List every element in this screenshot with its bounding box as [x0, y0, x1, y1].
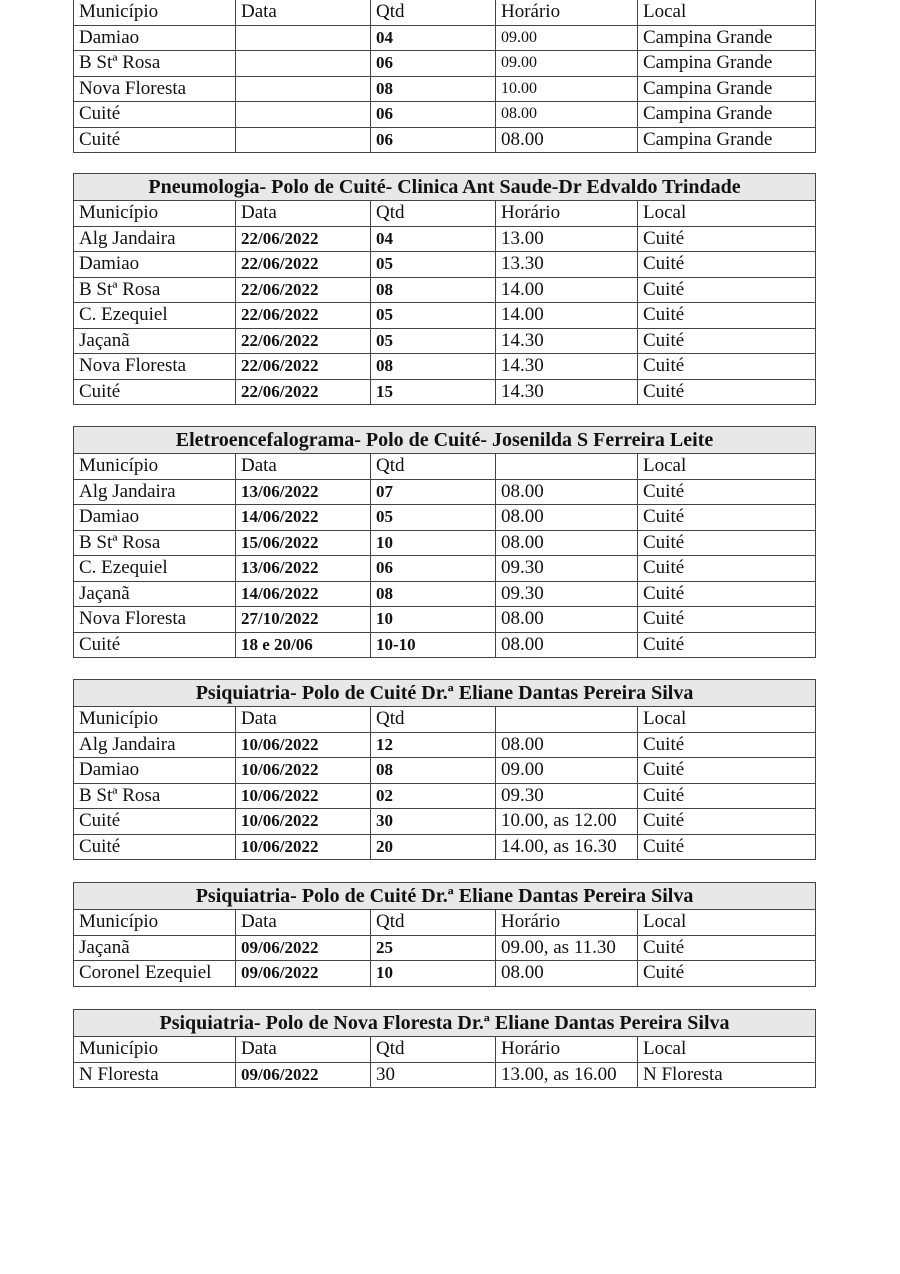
table-cell: 12 — [371, 732, 496, 758]
table-cell: 08.00 — [496, 530, 638, 556]
table-cell: Cuité — [638, 732, 816, 758]
table-cell: Jaçanã — [74, 328, 236, 354]
table-cell: Campina Grande — [638, 127, 816, 153]
column-header: Município — [74, 454, 236, 480]
table-cell: 27/10/2022 — [236, 607, 371, 633]
table-cell: 09.30 — [496, 783, 638, 809]
table-cell: Cuité — [638, 479, 816, 505]
column-header — [496, 454, 638, 480]
table-cell: 08.00 — [496, 479, 638, 505]
schedule-table — [73, 173, 816, 405]
column-header: Data — [236, 201, 371, 227]
header-row — [74, 910, 816, 936]
table-cell: 08.00 — [496, 102, 638, 128]
table-cell: 08.00 — [496, 127, 638, 153]
column-header: Município — [74, 0, 236, 25]
table-title: Psiquiatria- Polo de Cuité Dr.ª Eliane Dantas Pereira Silva — [74, 680, 816, 707]
column-header: Data — [236, 1037, 371, 1063]
table-row — [74, 479, 816, 505]
table-cell: Cuité — [638, 505, 816, 531]
table-cell: Jaçanã — [74, 581, 236, 607]
table-cell: Cuité — [638, 252, 816, 278]
table-cell: 07 — [371, 479, 496, 505]
header-row — [74, 454, 816, 480]
table-cell: 13.00, as 16.00 — [496, 1062, 638, 1088]
table-cell: B Stª Rosa — [74, 51, 236, 77]
column-header: Data — [236, 707, 371, 733]
table-cell — [236, 25, 371, 51]
table-cell: 30 — [371, 1062, 496, 1088]
table-cell: 10 — [371, 607, 496, 633]
table-cell: Cuité — [74, 127, 236, 153]
table-cell: Cuité — [74, 809, 236, 835]
table-cell: 09.00 — [496, 758, 638, 784]
table-cell: 08.00 — [496, 607, 638, 633]
table-cell: 13/06/2022 — [236, 556, 371, 582]
table-cell: 14/06/2022 — [236, 581, 371, 607]
table-cell: Alg Jandaira — [74, 732, 236, 758]
column-header: Qtd — [371, 454, 496, 480]
column-header: Horário — [496, 0, 638, 25]
table-cell: 05 — [371, 505, 496, 531]
table-cell: Coronel Ezequiel — [74, 961, 236, 987]
table-row — [74, 51, 816, 77]
schedule-table — [73, 1009, 816, 1088]
column-header: Data — [236, 910, 371, 936]
table-cell: 10/06/2022 — [236, 732, 371, 758]
column-header: Data — [236, 0, 371, 25]
table-cell: 10 — [371, 961, 496, 987]
table-cell: 09.30 — [496, 556, 638, 582]
table-cell: Nova Floresta — [74, 607, 236, 633]
table-cell: Campina Grande — [638, 102, 816, 128]
table-cell: C. Ezequiel — [74, 556, 236, 582]
table-row — [74, 127, 816, 153]
table-cell: 22/06/2022 — [236, 303, 371, 329]
table-cell: 08.00 — [496, 505, 638, 531]
header-row — [74, 201, 816, 227]
column-header: Local — [638, 0, 816, 25]
table-cell: Jaçanã — [74, 935, 236, 961]
table-title: Pneumologia- Polo de Cuité- Clinica Ant Saude-Dr Edvaldo Trindade — [74, 174, 816, 201]
schedule-table — [73, 882, 816, 987]
table-row — [74, 379, 816, 405]
table-row — [74, 961, 816, 987]
table-row — [74, 607, 816, 633]
column-header: Qtd — [371, 1037, 496, 1063]
table-row — [74, 935, 816, 961]
table-cell: 22/06/2022 — [236, 277, 371, 303]
table-row — [74, 530, 816, 556]
table-cell: 09.30 — [496, 581, 638, 607]
table-cell: 06 — [371, 102, 496, 128]
header-row — [74, 0, 816, 25]
column-header: Horário — [496, 910, 638, 936]
table-cell: B Stª Rosa — [74, 530, 236, 556]
table-cell: 10/06/2022 — [236, 809, 371, 835]
column-header: Local — [638, 910, 816, 936]
table-cell: 05 — [371, 303, 496, 329]
table-cell: Alg Jandaira — [74, 479, 236, 505]
table-cell: 06 — [371, 556, 496, 582]
table-cell — [236, 102, 371, 128]
table-row — [74, 354, 816, 380]
table-cell: 15/06/2022 — [236, 530, 371, 556]
table-row — [74, 758, 816, 784]
table-cell: 08 — [371, 277, 496, 303]
table-cell: 25 — [371, 935, 496, 961]
table-title: Psiquiatria- Polo de Nova Floresta Dr.ª Eliane Dantas Pereira Silva — [74, 1010, 816, 1037]
table-cell: Cuité — [638, 961, 816, 987]
table-row — [74, 632, 816, 658]
table-row — [74, 809, 816, 835]
column-header: Município — [74, 707, 236, 733]
table-cell: Cuité — [638, 379, 816, 405]
table-row — [74, 732, 816, 758]
table-row — [74, 102, 816, 128]
table-cell: 06 — [371, 51, 496, 77]
column-header: Data — [236, 454, 371, 480]
table-cell: 30 — [371, 809, 496, 835]
table-cell: 22/06/2022 — [236, 328, 371, 354]
table-cell — [236, 127, 371, 153]
table-row — [74, 277, 816, 303]
table-cell: Cuité — [638, 354, 816, 380]
table-cell: 14.30 — [496, 328, 638, 354]
table-cell: 14/06/2022 — [236, 505, 371, 531]
table-cell: Campina Grande — [638, 76, 816, 102]
table-cell: 06 — [371, 127, 496, 153]
table-row — [74, 581, 816, 607]
table-cell: Cuité — [638, 303, 816, 329]
table-cell: 08.00 — [496, 961, 638, 987]
table-cell: 08 — [371, 354, 496, 380]
table-cell: Cuité — [638, 556, 816, 582]
table-cell — [236, 51, 371, 77]
table-cell: 09/06/2022 — [236, 1062, 371, 1088]
table-row — [74, 505, 816, 531]
table-cell: Cuité — [74, 379, 236, 405]
column-header: Qtd — [371, 910, 496, 936]
table-cell: 14.00 — [496, 277, 638, 303]
table-cell: Alg Jandaira — [74, 226, 236, 252]
table-cell: 14.30 — [496, 354, 638, 380]
table-cell: 22/06/2022 — [236, 252, 371, 278]
table-cell: 13.00 — [496, 226, 638, 252]
table-cell: 08.00 — [496, 732, 638, 758]
table-cell: 10/06/2022 — [236, 758, 371, 784]
table-cell: 10/06/2022 — [236, 783, 371, 809]
table-cell: Cuité — [638, 607, 816, 633]
table-cell: Cuité — [638, 935, 816, 961]
column-header: Qtd — [371, 707, 496, 733]
table-cell: 13/06/2022 — [236, 479, 371, 505]
table-cell: Campina Grande — [638, 51, 816, 77]
table-cell: 22/06/2022 — [236, 379, 371, 405]
table-cell: Cuité — [638, 581, 816, 607]
table-cell: Cuité — [74, 102, 236, 128]
table-cell: 22/06/2022 — [236, 354, 371, 380]
table-cell: Cuité — [638, 834, 816, 860]
table-cell: 04 — [371, 25, 496, 51]
table-cell: Cuité — [638, 277, 816, 303]
table-row — [74, 252, 816, 278]
table-cell: 10 — [371, 530, 496, 556]
schedule-table — [73, 679, 816, 860]
column-header: Município — [74, 910, 236, 936]
column-header — [496, 707, 638, 733]
table-cell: Damiao — [74, 252, 236, 278]
table-cell: 10.00, as 12.00 — [496, 809, 638, 835]
table-cell: 15 — [371, 379, 496, 405]
table-cell — [236, 76, 371, 102]
table-cell: 08.00 — [496, 632, 638, 658]
column-header: Município — [74, 201, 236, 227]
table-title: Psiquiatria- Polo de Cuité Dr.ª Eliane Dantas Pereira Silva — [74, 883, 816, 910]
schedule-table — [73, 426, 816, 658]
table-cell: Cuité — [638, 226, 816, 252]
table-cell: 10-10 — [371, 632, 496, 658]
column-header: Qtd — [371, 0, 496, 25]
table-row — [74, 556, 816, 582]
table-cell: Nova Floresta — [74, 76, 236, 102]
table-cell: N Floresta — [74, 1062, 236, 1088]
header-row — [74, 1037, 816, 1063]
table-row — [74, 226, 816, 252]
table-cell: B Stª Rosa — [74, 277, 236, 303]
table-cell: Cuité — [638, 530, 816, 556]
schedule-table — [73, 0, 816, 153]
table-cell: 10.00 — [496, 76, 638, 102]
column-header: Qtd — [371, 201, 496, 227]
table-cell: 08 — [371, 581, 496, 607]
table-cell: N Floresta — [638, 1062, 816, 1088]
table-cell: 09.00 — [496, 51, 638, 77]
table-cell: 10/06/2022 — [236, 834, 371, 860]
table-row — [74, 783, 816, 809]
table-title: Eletroencefalograma- Polo de Cuité- Josenilda S Ferreira Leite — [74, 427, 816, 454]
table-cell: 09.00 — [496, 25, 638, 51]
column-header: Local — [638, 1037, 816, 1063]
table-cell: 22/06/2022 — [236, 226, 371, 252]
table-cell: Cuité — [638, 758, 816, 784]
table-cell: Cuité — [74, 834, 236, 860]
table-cell: Nova Floresta — [74, 354, 236, 380]
table-cell: 02 — [371, 783, 496, 809]
table-cell: Cuité — [638, 632, 816, 658]
table-cell: 09.00, as 11.30 — [496, 935, 638, 961]
table-row — [74, 25, 816, 51]
table-cell: Cuité — [638, 809, 816, 835]
column-header: Horário — [496, 1037, 638, 1063]
table-cell: C. Ezequiel — [74, 303, 236, 329]
table-cell: Damiao — [74, 758, 236, 784]
column-header: Local — [638, 201, 816, 227]
table-row — [74, 328, 816, 354]
table-cell: B Stª Rosa — [74, 783, 236, 809]
table-cell: 13.30 — [496, 252, 638, 278]
table-cell: 14.30 — [496, 379, 638, 405]
table-cell: 08 — [371, 758, 496, 784]
table-cell: Damiao — [74, 505, 236, 531]
column-header: Município — [74, 1037, 236, 1063]
table-cell: 05 — [371, 252, 496, 278]
table-row — [74, 76, 816, 102]
table-cell: 08 — [371, 76, 496, 102]
table-cell: Campina Grande — [638, 25, 816, 51]
table-cell: 18 e 20/06 — [236, 632, 371, 658]
table-cell: 14.00, as 16.30 — [496, 834, 638, 860]
table-row — [74, 1062, 816, 1088]
table-cell: Cuité — [638, 783, 816, 809]
table-cell: Cuité — [74, 632, 236, 658]
header-row — [74, 707, 816, 733]
table-cell: Damiao — [74, 25, 236, 51]
table-cell: 05 — [371, 328, 496, 354]
table-cell: Cuité — [638, 328, 816, 354]
column-header: Horário — [496, 201, 638, 227]
column-header: Local — [638, 454, 816, 480]
table-cell: 09/06/2022 — [236, 935, 371, 961]
table-cell: 09/06/2022 — [236, 961, 371, 987]
column-header: Local — [638, 707, 816, 733]
table-cell: 14.00 — [496, 303, 638, 329]
table-cell: 20 — [371, 834, 496, 860]
table-row — [74, 303, 816, 329]
table-cell: 04 — [371, 226, 496, 252]
table-row — [74, 834, 816, 860]
